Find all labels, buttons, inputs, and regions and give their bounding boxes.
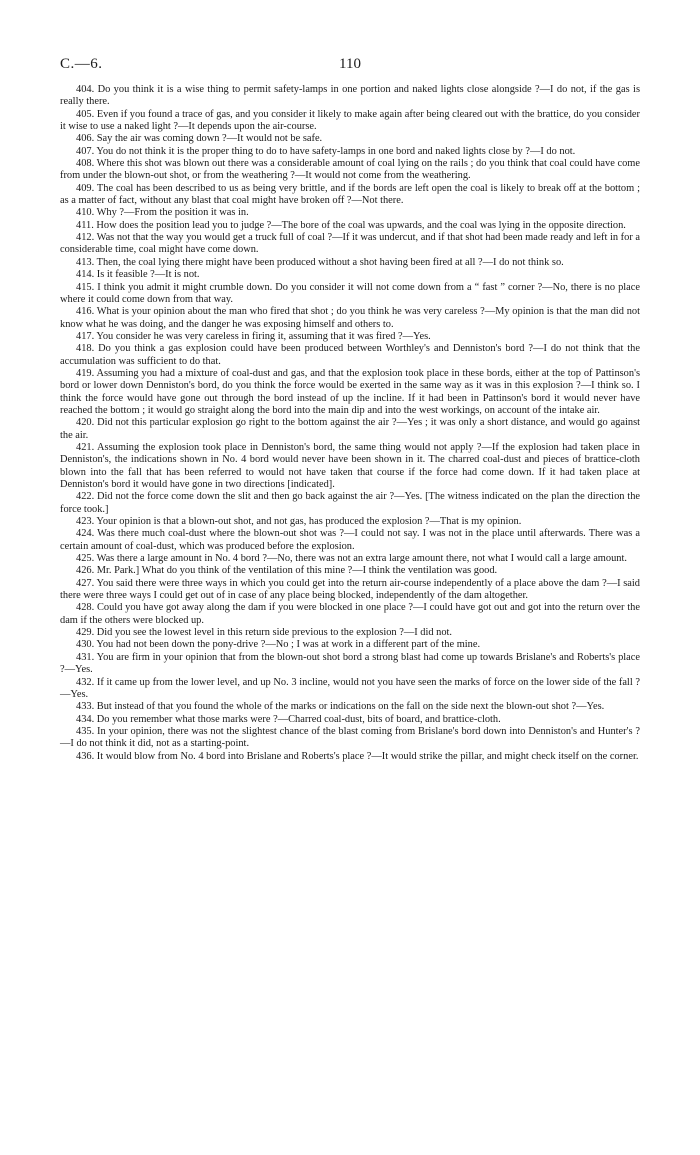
paragraph: 424. Was there much coal-dust where the blown-out shot was ?—I could not say. I was not in the place until afterwards. There was a certain amount of coal-dust, which was produced before the explosion.: [60, 528, 640, 552]
paragraph: 407. You do not think it is the proper thing to do to have safety-lamps in one bord and naked lights close by ?—I do not.: [76, 145, 576, 157]
paragraph: 416. What is your opinion about the man who fired that shot ; do you think he was very careless ?—My opinion is that the man did not know what he was doing, and the danger he was exposing himself and others to.: [60, 306, 640, 330]
paragraph: 409. The coal has been described to us as being very brittle, and if the bords are left open the coal is likely to break off at the bottom ; as a matter of fact, without any blast that coal might have broken off ?—Not there.: [60, 182, 640, 207]
paragraph: 412. Was not that the way you would get a truck full of coal ?—If it was undercut, and if that shot had been made ready and left in for a considerable time, coal might have come down.: [60, 232, 640, 256]
paragraph: 408. Where this shot was blown out there was a considerable amount of coal lying on the rails ; do you think that coal could have come from under the blown-out shot, or from the weathering ?—It would not come from the weathering.: [60, 158, 640, 182]
paragraph: 411. How does the position lead you to judge ?—The bore of the coal was upwards, and the coal was lying in the opposite direction.: [76, 219, 626, 231]
paragraph: 429. Did you see the lowest level in this return side previous to the explosion ?—I did not.: [76, 627, 453, 639]
paragraph: 435. In your opinion, there was not the slightest chance of the blast coming from Brislane's bord down into Denniston's and Hunter's ?—I do not think it did, not as a starting-point.: [60, 725, 640, 750]
paragraph: 421. Assuming the explosion took place in Denniston's bord, the same thing would not apply ?—If the explosion had taken place in Denniston's, the indications shown in No. 4 bord would never have been shown in it. The charred coal-dust and pieces of brattice-cloth blown into the fall that has been referred to would not have taken that course if the force had come down. If it had taken place at Denniston's bord it would have gone in two directions [indicated].: [60, 441, 640, 490]
paragraph: 414. Is it feasible ?—It is not.: [76, 269, 200, 281]
paragraph: 433. But instead of that you found the whole of the marks or indications on the fall on the side next the blown-out shot ?—Yes.: [76, 701, 605, 713]
page-number: 110: [339, 56, 361, 72]
paragraph: 410. Why ?—From the position it was in.: [76, 207, 249, 219]
paragraph: 415. I think you admit it might crumble down. Do you consider it will not come down from a “ fast ” corner ?—No, there is no place where it could come down from that way.: [60, 281, 640, 305]
paragraph: 418. Do you think a gas explosion could have been produced between Worthley's and Denniston's bord ?—I do not think that the accumulation was sufficient to do that.: [60, 343, 640, 367]
paragraph: 428. Could you have got away along the dam if you were blocked in one place ?—I could have got out and got into the return over the dam if the others were blocked up.: [60, 602, 640, 626]
paragraph: 413. Then, the coal lying there might have been produced without a shot having been fired at all ?—I do not think so.: [76, 256, 564, 268]
paragraph: 425. Was there a large amount in No. 4 bord ?—No, there was not an extra large amount there, not what I would call a large amount.: [76, 553, 627, 565]
paragraph: 423. Your opinion is that a blown-out shot, and not gas, has produced the explosion ?—That is my opinion.: [76, 516, 522, 528]
paragraph: 426. Mr. Park.] What do you think of the ventilation of this mine ?—I think the ventilation was good.: [76, 565, 498, 577]
paragraph: 430. You had not been down the pony-drive ?—No ; I was at work in a different part of the mine.: [76, 639, 481, 651]
paragraph: 432. If it came up from the lower level, and up No. 3 incline, would not you have seen the marks of force on the lower side of the fall ?—Yes.: [60, 676, 640, 700]
page-header: [60, 56, 640, 78]
paragraph: 405. Even if you found a trace of gas, and you consider it likely to make again after being cleared out with the brattice, do you consider it wise to use a naked light ?—It depends upon the air-course.: [60, 108, 640, 133]
paragraph: 406. Say the air was coming down ?—It would not be safe.: [76, 133, 323, 145]
paragraph: 434. Do you remember what those marks were ?—Charred coal-dust, bits of board, and brattice-cloth.: [76, 713, 501, 725]
testimony-body: [60, 84, 640, 763]
paragraph: 417. You consider he was very careless in firing it, assuming that it was fired ?—Yes.: [76, 330, 431, 342]
series-code: C.—6.: [60, 56, 103, 72]
paragraph: 431. You are firm in your opinion that from the blown-out shot bord a strong blast had come up towards Brislane's and Roberts's place ?—Yes.: [60, 651, 640, 676]
paragraph: 419. Assuming you had a mixture of coal-dust and gas, and that the explosion took place in these bords, either at the top of Pattinson's bord or lower down Denniston's bord, do you think the force would be exerted in the same way as it was in this explosion ?—I think so. I think the force would have gone out through the bord instead of up the incline. If it had been in Pattinson's bord it would never have reached the bottom ; it would go straight along the bord into the main dip and into the west workings, on account of the intake air.: [60, 367, 640, 416]
paragraph: 420. Did not this particular explosion go right to the bottom against the air ?—Yes ; it was only a short distance, and would go against the air.: [60, 417, 640, 441]
paragraph: 436. It would blow from No. 4 bord into Brislane and Roberts's place ?—It would strike the pillar, and might check itself on the corner.: [76, 750, 639, 762]
paragraph: 422. Did not the force come down the slit and then go back against the air ?—Yes. [The witness indicated on the plan the direction the force took.]: [60, 491, 640, 515]
paragraph: 427. You said there were three ways in which you could get into the return air-course independently of a place above the dam ?—I said there were three ways I could get out of in case of any place being blocked, independently of the dam altogether.: [60, 577, 640, 602]
paragraph: 404. Do you think it is a wise thing to permit safety-lamps in one portion and naked lights close alongside ?—I do not, if the gas is really there.: [60, 84, 640, 108]
